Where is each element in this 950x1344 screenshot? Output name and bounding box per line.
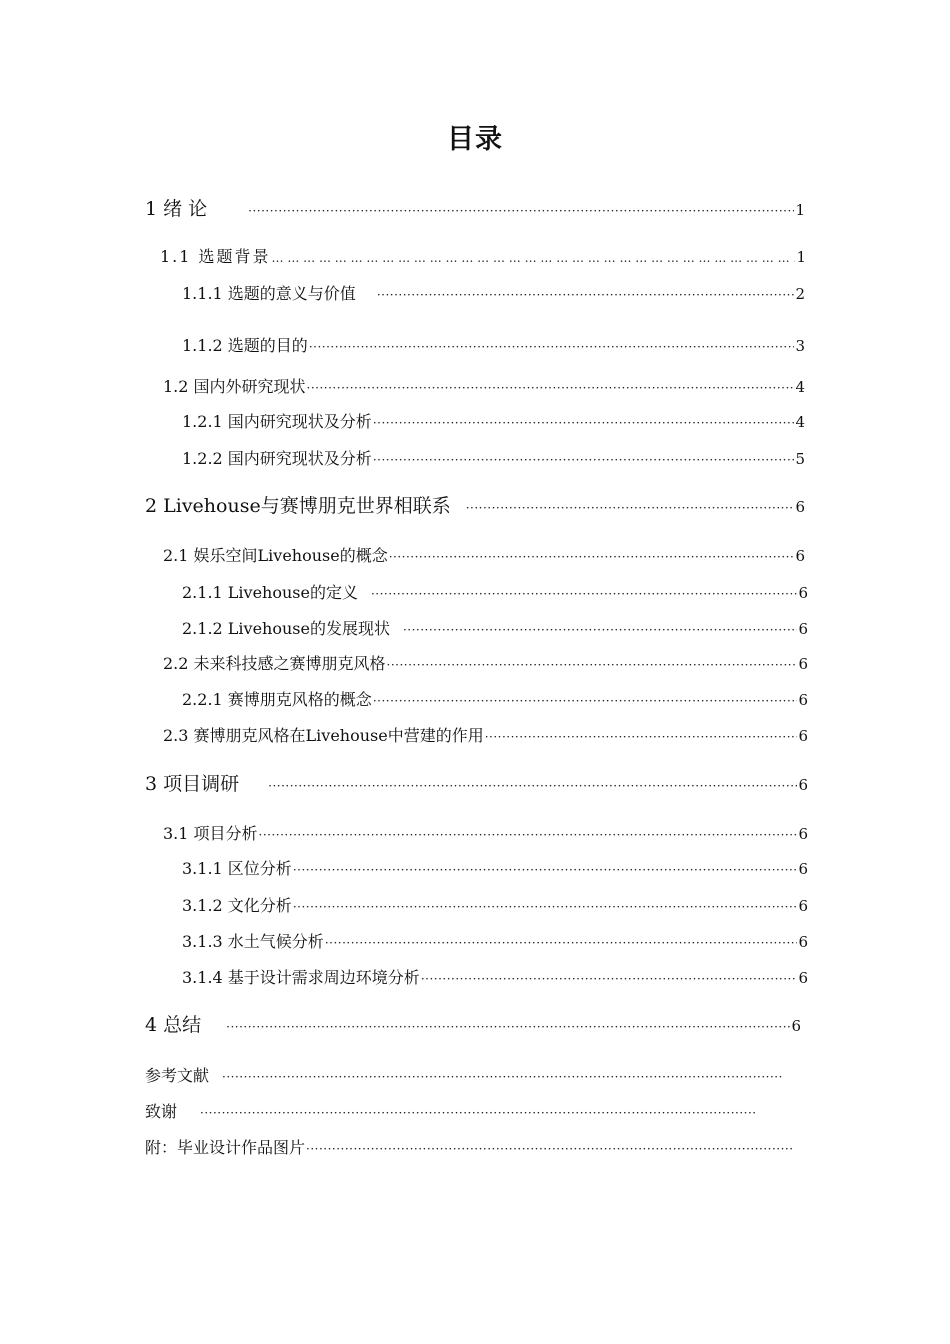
- toc-entry[interactable]: [182, 895, 808, 917]
- toc-leader: [373, 449, 795, 471]
- toc-entry-label: 致谢: [145, 1102, 178, 1121]
- toc-entry-label: 2.1.2 Livehouse的发展现状: [182, 619, 390, 638]
- toc-leader: [268, 775, 797, 797]
- toc-leader: [387, 654, 798, 676]
- toc-entry[interactable]: [163, 725, 808, 747]
- toc-entry[interactable]: [145, 1065, 785, 1087]
- toc-entry-page: 6: [798, 860, 808, 878]
- toc-leader: [421, 968, 798, 990]
- toc-entry-page: 6: [798, 584, 808, 602]
- toc-entry[interactable]: [160, 246, 808, 268]
- toc-entry-page: 6: [798, 691, 808, 709]
- toc-entry-label: 2.2.1 赛博朋克风格的概念: [182, 690, 372, 709]
- toc-leader: [466, 497, 795, 519]
- toc-entry-page: 5: [795, 450, 805, 468]
- toc-entry-page: 6: [798, 825, 808, 843]
- toc-entry-label: 1 绪 论: [145, 198, 208, 220]
- toc-entry[interactable]: [182, 931, 808, 953]
- toc-entry[interactable]: [182, 689, 808, 711]
- toc-entry-label: 1.1.2 选题的目的: [182, 336, 308, 355]
- toc-entry-label: 附：毕业设计作品图片: [145, 1138, 306, 1157]
- toc-entry[interactable]: [163, 653, 808, 675]
- toc-entry-page: 1: [795, 201, 805, 219]
- toc-leader: [371, 583, 797, 605]
- toc-entry-label: 3.1.2 文化分析: [182, 896, 292, 915]
- toc-leader: [272, 247, 796, 269]
- toc-entry[interactable]: [145, 1101, 757, 1123]
- toc-entry-page: 2: [795, 285, 805, 303]
- toc-entry[interactable]: [182, 448, 805, 470]
- toc-entry-page: 4: [795, 378, 805, 396]
- toc-entry[interactable]: [182, 582, 808, 604]
- toc-leader: [222, 1066, 784, 1088]
- toc-leader: [403, 619, 797, 641]
- toc-entry-label: 2.1.1 Livehouse的定义: [182, 583, 358, 602]
- toc-entry[interactable]: [145, 495, 805, 517]
- toc-entry-page: 6: [798, 933, 808, 951]
- toc-entry-label: 3.1.1 区位分析: [182, 859, 292, 878]
- toc-entry[interactable]: [163, 376, 805, 398]
- toc-entry-page: 6: [791, 1017, 801, 1035]
- toc-entry-label: 1.1 选题背景: [160, 247, 271, 266]
- toc-entry[interactable]: [182, 858, 808, 880]
- toc-entry-label: 2 Livehouse与赛博朋克世界相联系: [145, 495, 451, 517]
- toc-leader: [373, 690, 798, 712]
- toc-leader: [259, 824, 798, 846]
- toc-entry-label: 2.1 娱乐空间Livehouse的概念: [163, 546, 388, 565]
- toc-entry[interactable]: [182, 967, 808, 989]
- toc-entry[interactable]: [145, 1014, 801, 1036]
- toc-entry-label: 4 总结: [145, 1014, 202, 1036]
- toc-leader: [200, 1102, 756, 1124]
- toc-entry-page: 6: [798, 620, 808, 638]
- toc-entry-label: 1.2.2 国内研究现状及分析: [182, 449, 372, 468]
- toc-entry-label: 2.3 赛博朋克风格在Livehouse中营建的作用: [163, 726, 484, 745]
- toc-entry[interactable]: [145, 198, 805, 220]
- toc-entry-page: 1: [796, 248, 808, 266]
- toc-leader: [306, 1138, 794, 1160]
- toc-entry-label: 1.2.1 国内研究现状及分析: [182, 412, 372, 431]
- toc-entry-label: 1.1.1 选题的意义与价值: [182, 284, 356, 303]
- toc-entry-label: 3.1.3 水土气候分析: [182, 932, 324, 951]
- toc-entry-page: 6: [795, 498, 805, 516]
- toc-leader: [309, 336, 795, 358]
- toc-entry-page: 6: [798, 776, 808, 794]
- toc-leader: [307, 377, 795, 399]
- toc-entry[interactable]: [145, 773, 808, 795]
- toc-leader: [248, 200, 794, 222]
- toc-entry-page: 4: [795, 413, 805, 431]
- toc-entry-page: 6: [798, 969, 808, 987]
- toc-entry[interactable]: [182, 618, 808, 640]
- toc-leader: [293, 896, 798, 918]
- toc-entry-label: 2.2 未来科技感之赛博朋克风格: [163, 654, 386, 673]
- toc-entry-page: 3: [795, 337, 805, 355]
- page-title: 目录: [447, 124, 503, 155]
- toc-leader: [389, 546, 795, 568]
- toc-entry[interactable]: [182, 411, 805, 433]
- toc-entry[interactable]: [182, 335, 805, 357]
- toc-entry-page: 6: [798, 897, 808, 915]
- toc-entry[interactable]: [163, 545, 805, 567]
- toc-entry-label: 3.1.4 基于设计需求周边环境分析: [182, 968, 420, 987]
- toc-leader: [485, 726, 798, 748]
- toc-leader: [293, 859, 798, 881]
- toc-entry-label: 3.1 项目分析: [163, 824, 258, 843]
- toc-entry-page: 6: [795, 547, 805, 565]
- toc-entry-page: 6: [798, 655, 808, 673]
- toc-leader: [373, 412, 795, 434]
- toc-leader: [377, 284, 795, 306]
- toc-entry-page: 6: [798, 727, 808, 745]
- toc-leader: [226, 1016, 790, 1038]
- toc-entry-label: 参考文献: [145, 1066, 210, 1085]
- toc-entry[interactable]: [145, 1137, 795, 1159]
- toc-entry[interactable]: [182, 283, 805, 305]
- toc-entry-label: 1.2 国内外研究现状: [163, 377, 306, 396]
- toc-entry[interactable]: [163, 823, 808, 845]
- toc-entry-label: 3 项目调研: [145, 773, 240, 795]
- toc-leader: [325, 932, 798, 954]
